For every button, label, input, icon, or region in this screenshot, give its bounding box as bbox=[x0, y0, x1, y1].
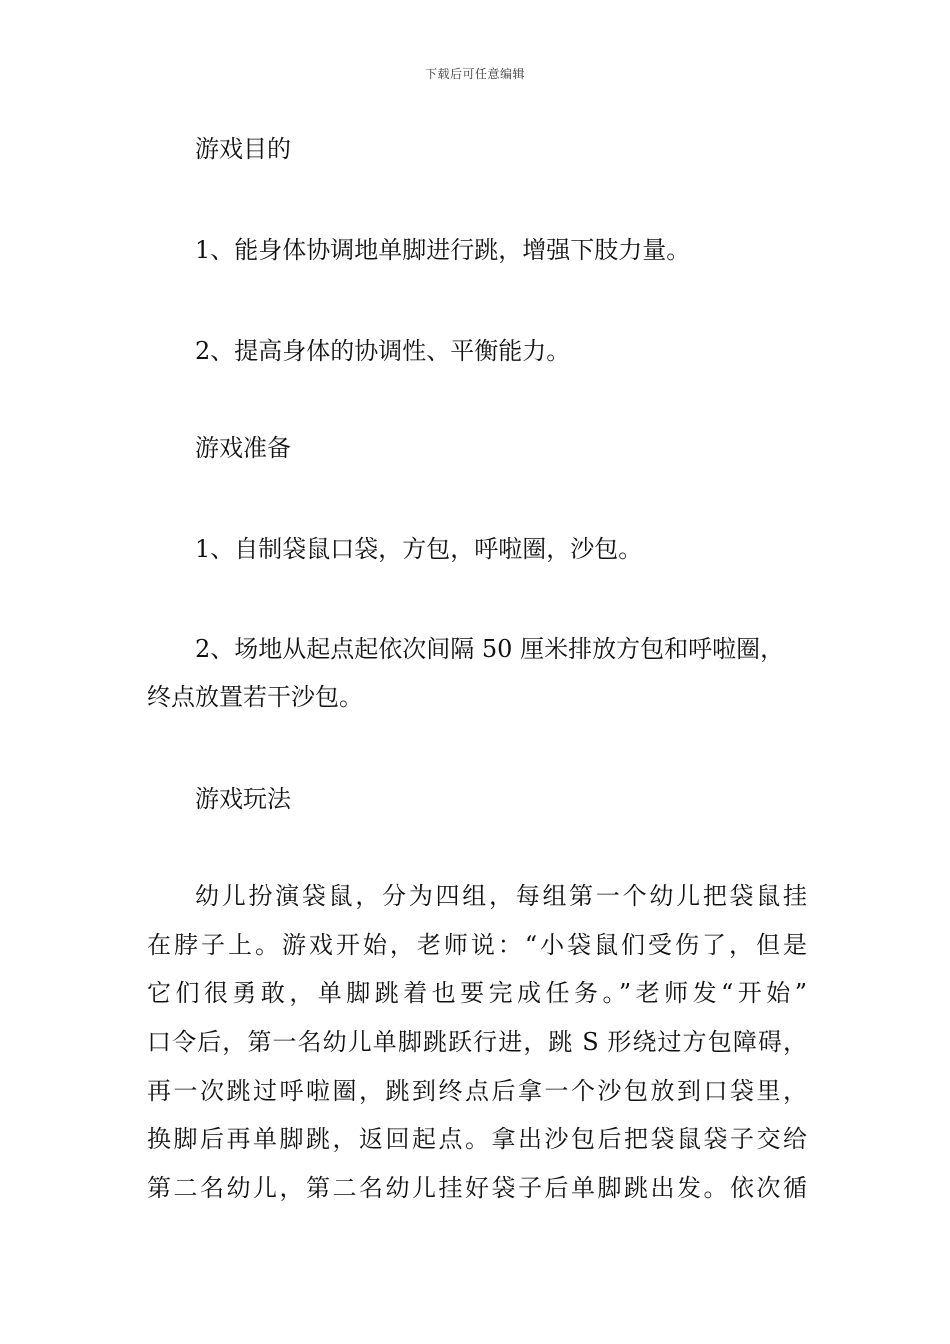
play-paragraph-line-5: 再一次跳过呼啦圈，跳到终点后拿一个沙包放到口袋里， bbox=[147, 1077, 807, 1105]
section-heading-play: 游戏玩法 bbox=[195, 785, 291, 813]
section-heading-goal: 游戏目的 bbox=[195, 135, 291, 163]
prep-item-2-line-2: 终点放置若干沙包。 bbox=[147, 683, 363, 711]
prep-item-2-line-1: 2、场地从起点起依次间隔 50 厘米排放方包和呼啦圈， bbox=[195, 635, 785, 663]
prep-item-1: 1、自制袋鼠口袋，方包，呼啦圈，沙包。 bbox=[195, 535, 643, 563]
goal-item-2: 2、提高身体的协调性、平衡能力。 bbox=[195, 337, 571, 365]
play-paragraph-line-4: 口令后，第一名幼儿单脚跳跃行进，跳 S 形绕过方包障碍， bbox=[147, 1028, 807, 1056]
play-paragraph-line-7: 第二名幼儿，第二名幼儿挂好袋子后单脚跳出发。依次循 bbox=[147, 1174, 807, 1202]
section-heading-prep: 游戏准备 bbox=[195, 434, 291, 462]
play-paragraph-line-1: 幼儿扮演袋鼠，分为四组，每组第一个幼儿把袋鼠挂 bbox=[195, 882, 807, 910]
play-paragraph-line-3: 它们很勇敢，单脚跳着也要完成任务。”老师发“开始” bbox=[147, 979, 807, 1007]
goal-item-1: 1、能身体协调地单脚进行跳，增强下肢力量。 bbox=[195, 236, 691, 264]
page-header: 下载后可任意编辑 bbox=[424, 67, 525, 81]
play-paragraph-line-2: 在脖子上。游戏开始，老师说：“小袋鼠们受伤了，但是 bbox=[147, 931, 807, 959]
play-paragraph-line-6: 换脚后再单脚跳，返回起点。拿出沙包后把袋鼠袋子交给 bbox=[147, 1125, 807, 1153]
